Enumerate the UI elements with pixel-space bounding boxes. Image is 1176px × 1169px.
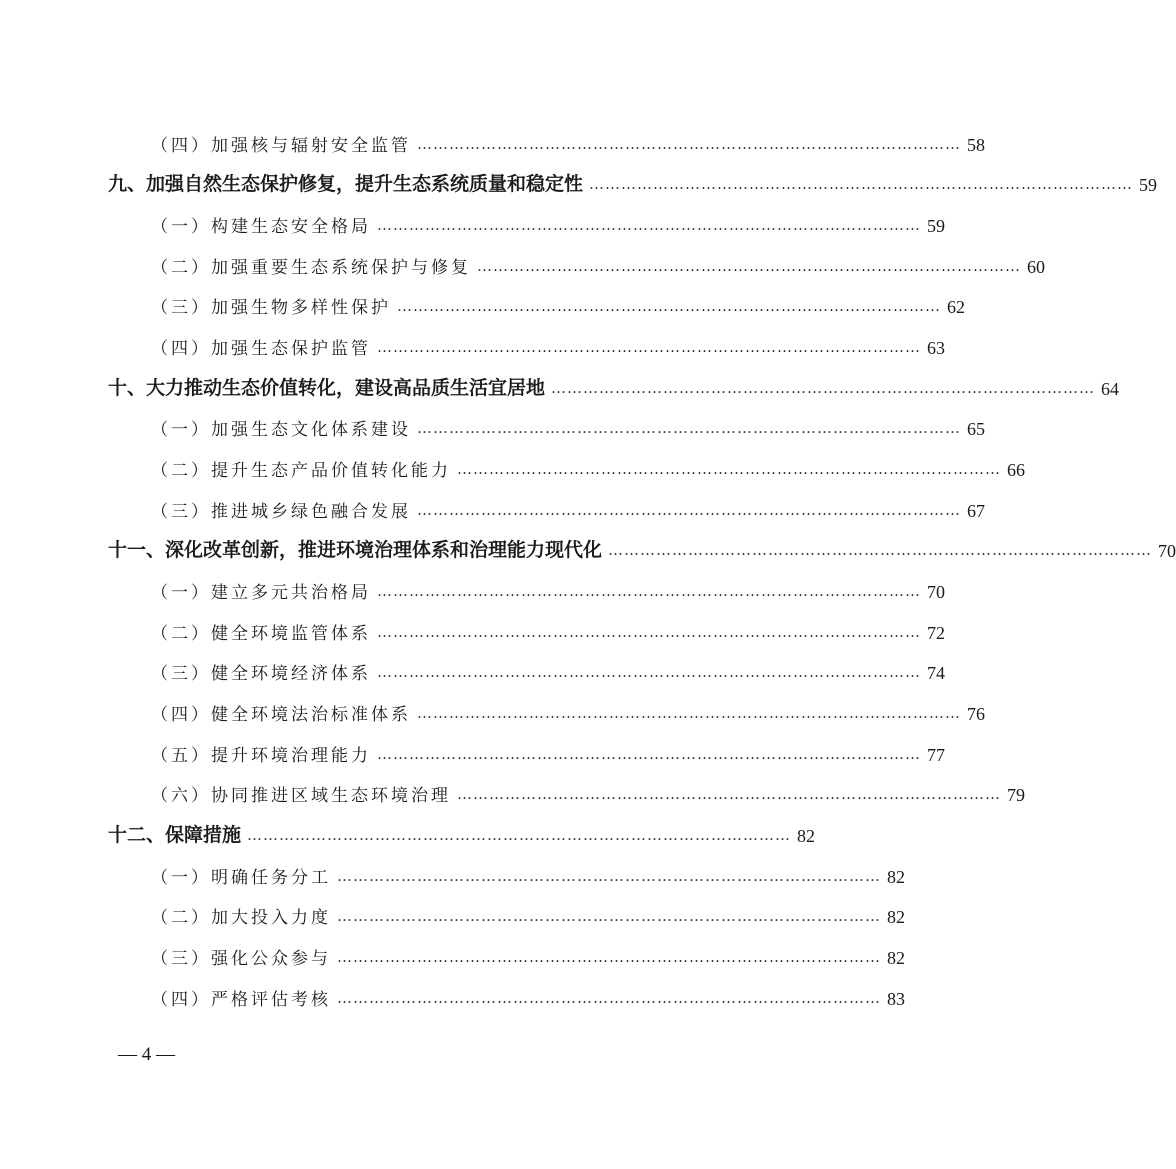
toc-entry-page: 63 — [927, 338, 945, 358]
toc-entry-page: 70 — [1158, 541, 1176, 561]
toc-entry[interactable] — [151, 614, 945, 644]
toc-entry[interactable] — [151, 736, 945, 766]
leader-dots: ………………………………………………………………………………………… — [397, 297, 941, 315]
leader-dots: ………………………………………………………………………………………… — [377, 623, 921, 641]
toc-entry-page: 62 — [947, 297, 965, 317]
toc-entry-title: 十一、深化改革创新，推进环境治理体系和治理能力现代化 — [108, 539, 603, 561]
leader-dots: ………………………………………………………………………………………… — [551, 379, 1096, 397]
toc-entry-page: 65 — [967, 419, 985, 439]
toc-entry-title: （三）推进城乡绿色融合发展 — [151, 502, 411, 522]
toc-entry[interactable] — [151, 939, 905, 969]
leader-dots: ………………………………………………………………………………………… — [247, 826, 792, 844]
toc-entry[interactable] — [151, 410, 985, 440]
toc-entry[interactable] — [151, 858, 905, 888]
leader-dots: ………………………………………………………………………………………… — [377, 745, 921, 763]
toc-entry[interactable] — [108, 532, 1176, 562]
toc-entry[interactable] — [108, 817, 816, 847]
toc-entry[interactable] — [151, 492, 985, 522]
toc-entry-title: （一）建立多元共治格局 — [151, 583, 371, 603]
toc-entry-title: 十二、保障措施 — [108, 824, 242, 846]
toc-entry-title: （二）加大投入力度 — [151, 908, 331, 928]
toc-entry-title: 九、加强自然生态保护修复，提升生态系统质量和稳定性 — [108, 173, 584, 195]
leader-dots: ………………………………………………………………………………………… — [417, 704, 961, 722]
leader-dots: ………………………………………………………………………………………… — [477, 257, 1021, 275]
leader-dots: ………………………………………………………………………………………… — [608, 541, 1153, 559]
toc-entry-title: （四）严格评估考核 — [151, 990, 331, 1010]
toc-entry[interactable] — [151, 695, 985, 725]
toc-entry-title: （一）构建生态安全格局 — [151, 217, 371, 237]
toc-entry-title: （二）健全环境监管体系 — [151, 624, 371, 644]
toc-entry-title: （二）提升生态产品价值转化能力 — [151, 461, 451, 481]
leader-dots: ………………………………………………………………………………………… — [589, 175, 1134, 193]
toc-entry-page: 67 — [967, 501, 985, 521]
toc-entry-page: 70 — [927, 582, 945, 602]
leader-dots: ………………………………………………………………………………………… — [417, 419, 961, 437]
toc-entry[interactable] — [151, 451, 1025, 481]
leader-dots: ………………………………………………………………………………………… — [457, 460, 1001, 478]
leader-dots: ………………………………………………………………………………………… — [337, 989, 881, 1007]
toc-entry-title: （三）加强生物多样性保护 — [151, 298, 391, 318]
toc-entry-page: 64 — [1101, 379, 1120, 399]
toc-entry[interactable] — [108, 166, 1158, 196]
toc-entry[interactable] — [151, 288, 965, 318]
toc-entry-title: （一）明确任务分工 — [151, 868, 331, 888]
toc-entry-page: 77 — [927, 745, 945, 765]
toc-entry-page: 79 — [1007, 785, 1025, 805]
toc-entry-page: 82 — [797, 826, 816, 846]
toc-entry[interactable] — [151, 776, 1025, 806]
toc-entry-page: 76 — [967, 704, 985, 724]
toc-entry-page: 59 — [927, 216, 945, 236]
toc-entry[interactable] — [151, 126, 985, 156]
leader-dots: ………………………………………………………………………………………… — [337, 867, 881, 885]
leader-dots: ………………………………………………………………………………………… — [377, 582, 921, 600]
toc-entry[interactable] — [151, 980, 905, 1010]
leader-dots: ………………………………………………………………………………………… — [457, 785, 1001, 803]
toc-entry-page: 83 — [887, 989, 905, 1009]
toc-entry-page: 74 — [927, 663, 945, 683]
toc-entry[interactable] — [151, 248, 1045, 278]
toc-entry[interactable] — [151, 207, 945, 237]
toc-entry-page: 82 — [887, 948, 905, 968]
toc-entry-title: （五）提升环境治理能力 — [151, 746, 371, 766]
toc-entry-page: 72 — [927, 623, 945, 643]
leader-dots: ………………………………………………………………………………………… — [377, 663, 921, 681]
toc-entry-page: 66 — [1007, 460, 1025, 480]
toc-entry-title: （一）加强生态文化体系建设 — [151, 420, 411, 440]
leader-dots: ………………………………………………………………………………………… — [337, 907, 881, 925]
toc-entry-page: 59 — [1139, 175, 1158, 195]
toc-entry[interactable] — [151, 329, 945, 359]
toc-entry-title: （四）加强核与辐射安全监管 — [151, 136, 411, 156]
leader-dots: ………………………………………………………………………………………… — [417, 501, 961, 519]
toc-entry-title: （三）健全环境经济体系 — [151, 664, 371, 684]
leader-dots: ………………………………………………………………………………………… — [377, 216, 921, 234]
toc-entry-title: （二）加强重要生态系统保护与修复 — [151, 258, 471, 278]
toc-entry[interactable] — [151, 573, 945, 603]
toc-entry-page: 58 — [967, 135, 985, 155]
toc-entry[interactable] — [151, 654, 945, 684]
toc-entry-title: （四）加强生态保护监管 — [151, 339, 371, 359]
toc-entry-title: （四）健全环境法治标准体系 — [151, 705, 411, 725]
toc-entry-title: （六）协同推进区域生态环境治理 — [151, 786, 451, 806]
toc-entry-page: 82 — [887, 907, 905, 927]
toc-entry-page: 60 — [1027, 257, 1045, 277]
toc-entry-title: （三）强化公众参与 — [151, 949, 331, 969]
leader-dots: ………………………………………………………………………………………… — [337, 948, 881, 966]
toc-entry-page: 82 — [887, 867, 905, 887]
toc-entry-title: 十、大力推动生态价值转化，建设高品质生活宜居地 — [108, 377, 546, 399]
toc-entry[interactable] — [151, 898, 905, 928]
leader-dots: ………………………………………………………………………………………… — [417, 135, 961, 153]
leader-dots: ………………………………………………………………………………………… — [377, 338, 921, 356]
toc-entry[interactable] — [108, 370, 1120, 400]
page-number: — 4 — — [118, 1044, 175, 1065]
